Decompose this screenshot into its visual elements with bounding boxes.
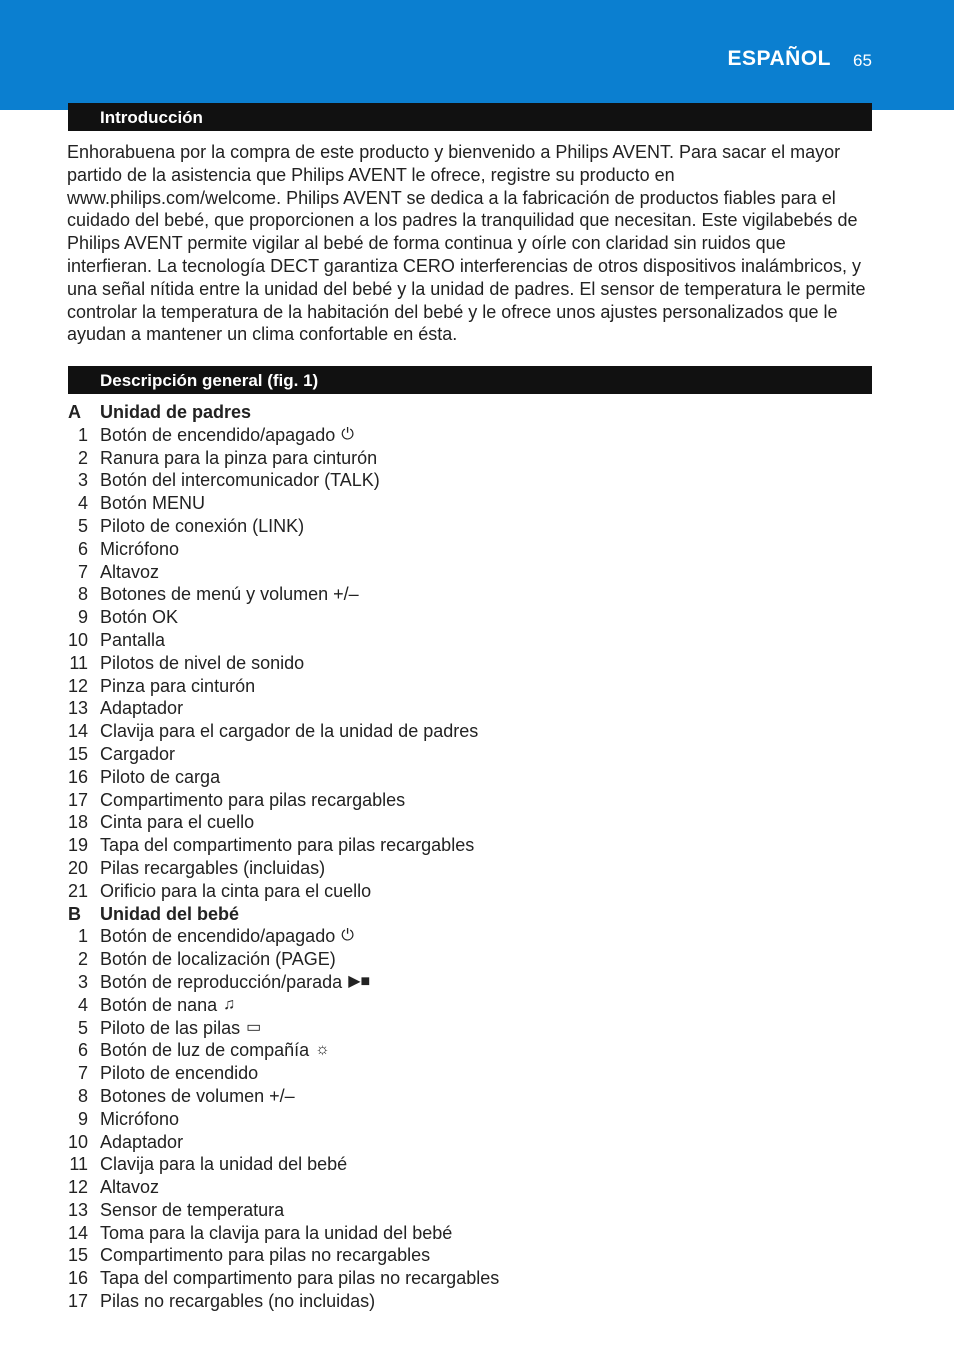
item-label: Sensor de temperatura	[100, 1199, 285, 1220]
parts-list	[60, 401, 880, 1313]
list-item	[60, 1153, 880, 1176]
list-item	[60, 880, 880, 903]
list-item	[60, 606, 880, 629]
item-label: Piloto de las pilas	[100, 1017, 241, 1038]
item-label: Compartimento para pilas recargables	[100, 789, 406, 810]
list-item	[60, 720, 880, 743]
language-label: ESPAÑOL	[727, 47, 831, 70]
item-number: 14	[67, 1222, 88, 1243]
item-number: 17	[67, 789, 88, 810]
list-item	[60, 515, 880, 538]
power-icon: ⏻	[341, 425, 354, 443]
group-letter: A	[68, 402, 81, 422]
list-item	[60, 697, 880, 720]
item-label: Botón OK	[100, 607, 179, 628]
music-note-icon: ♫	[223, 995, 236, 1013]
item-label: Piloto de conexión (LINK)	[100, 515, 305, 536]
item-number: 12	[67, 675, 88, 696]
list-item	[60, 994, 880, 1017]
list-item	[60, 469, 880, 492]
item-label: Clavija para la unidad del bebé	[100, 1154, 348, 1175]
item-label: Micrófono	[100, 538, 180, 559]
item-label: Micrófono	[100, 1108, 180, 1129]
list-item	[60, 629, 880, 652]
power-icon: ⏻	[341, 927, 354, 945]
item-label: Ranura para la pinza para cinturón	[100, 447, 378, 468]
item-label: Cargador	[100, 743, 176, 764]
item-number: 19	[67, 835, 88, 856]
item-number: 2	[77, 949, 88, 970]
item-number: 1	[77, 424, 88, 445]
item-label: Tapa del compartimento para pilas recargables	[100, 835, 475, 856]
list-item	[60, 1108, 880, 1131]
item-label: Piloto de carga	[100, 766, 221, 787]
item-number: 7	[77, 1063, 88, 1084]
item-number: 6	[77, 1040, 88, 1061]
item-number: 12	[67, 1177, 88, 1198]
list-item	[60, 789, 880, 812]
group-title: Unidad de padres	[100, 402, 252, 422]
header-bar	[0, 0, 954, 110]
list-item	[60, 925, 880, 948]
item-number: 13	[67, 698, 88, 719]
group-letter: B	[68, 903, 81, 924]
item-number: 4	[77, 493, 88, 514]
list-item	[60, 811, 880, 834]
unit-b-heading	[60, 903, 880, 926]
list-item	[60, 675, 880, 698]
item-number: 5	[77, 515, 88, 536]
item-number: 17	[67, 1291, 88, 1312]
page-number: 65	[853, 51, 872, 70]
item-number: 15	[67, 743, 88, 764]
list-item	[60, 447, 880, 470]
list-item	[60, 583, 880, 606]
item-number: 10	[67, 1131, 88, 1152]
item-label: Pantalla	[100, 629, 166, 650]
item-label: Botón de encendido/apagado	[100, 424, 336, 445]
item-label: Botón de nana	[100, 994, 218, 1015]
group-title: Unidad del bebé	[100, 903, 240, 924]
item-label: Clavija para el cargador de la unidad de padres	[100, 721, 479, 742]
item-number: 4	[77, 994, 88, 1015]
list-item	[60, 766, 880, 789]
item-label: Altavoz	[100, 1177, 160, 1198]
item-label: Orificio para la cinta para el cuello	[100, 880, 372, 901]
item-label: Toma para la clavija para la unidad del bebé	[100, 1222, 453, 1243]
item-number: 3	[77, 971, 88, 992]
unit-a-heading	[60, 401, 880, 424]
item-number: 7	[77, 561, 88, 582]
item-label: Botones de volumen +/–	[100, 1085, 295, 1106]
battery-icon: ▭	[246, 1018, 262, 1036]
nightlight-icon: ☼	[315, 1041, 330, 1059]
item-label: Botón del intercomunicador (TALK)	[100, 470, 380, 491]
item-label: Tapa del compartimento para pilas no recargables	[100, 1268, 500, 1289]
item-number: 13	[67, 1199, 88, 1220]
item-label: Botón MENU	[100, 493, 206, 514]
item-label: Pilas recargables (incluidas)	[100, 857, 326, 878]
list-item	[60, 652, 880, 675]
list-item	[60, 1267, 880, 1290]
item-label: Cinta para el cuello	[100, 812, 255, 833]
item-number: 2	[77, 447, 88, 468]
item-label: Pilotos de nivel de sonido	[100, 652, 305, 673]
item-number: 9	[77, 1108, 88, 1129]
item-label: Pinza para cinturón	[100, 675, 256, 696]
list-item	[60, 1244, 880, 1267]
list-item	[60, 1039, 880, 1062]
list-item	[60, 1131, 880, 1154]
item-number: 11	[69, 1154, 88, 1175]
item-number: 14	[67, 721, 88, 742]
item-label: Botón de encendido/apagado	[100, 926, 336, 947]
item-label: Compartimento para pilas no recargables	[100, 1245, 431, 1266]
list-item	[60, 857, 880, 880]
item-label: Botones de menú y volumen +/–	[100, 584, 359, 605]
list-item	[60, 834, 880, 857]
item-number: 3	[77, 470, 88, 491]
section-heading-intro: Introducción	[68, 103, 872, 131]
item-number: 10	[67, 629, 88, 650]
item-label: Botón de localización (PAGE)	[100, 949, 336, 970]
list-item	[60, 971, 880, 994]
item-label: Adaptador	[100, 1131, 184, 1152]
item-label: Pilas no recargables (no incluidas)	[100, 1291, 376, 1312]
list-item	[60, 1017, 880, 1040]
list-item	[60, 538, 880, 561]
section-heading-overview: Descripción general (fig. 1)	[68, 366, 872, 394]
item-label: Botón de luz de compañía	[100, 1040, 310, 1061]
item-number: 21	[67, 880, 88, 901]
list-item	[60, 424, 880, 447]
item-number: 8	[77, 1085, 88, 1106]
item-number: 20	[67, 857, 88, 878]
item-label: Botón de reproducción/parada	[100, 971, 343, 992]
item-label: Altavoz	[100, 561, 160, 582]
list-item	[60, 948, 880, 971]
item-number: 6	[77, 538, 88, 559]
list-item	[60, 1222, 880, 1245]
item-number: 15	[67, 1245, 88, 1266]
list-item	[60, 1290, 880, 1313]
item-number: 11	[69, 652, 88, 673]
list-item	[60, 492, 880, 515]
list-item	[60, 1176, 880, 1199]
item-number: 8	[77, 584, 88, 605]
play-stop-icon: ▶■	[348, 972, 371, 990]
list-item	[60, 561, 880, 584]
intro-paragraph: Enhorabuena por la compra de este producto y bienvenido a Philips AVENT. Para sacar el mayor partido de la asistencia que Philips AVENT le ofrece, registre su producto en www.philips.com/welcome. Philips AVENT se dedica a la fabricación de productos fiables para el cuidado del bebé, que proporcionen a los padres la tranquilidad que necesitan. Este vigilabebés de Philips AVENT permite vigilar al bebé de forma continua y oírle con claridad sin ruidos que interfieran. La tecnología DECT garantiza CERO interferencias de otros dispositivos inalámbricos, y una señal nítida entre la unidad del bebé y la unidad de padres. El sensor de temperatura le permite controlar la temperatura de la habitación del bebé y le ofrece unos ajustes personalizados que le ayudan a mantener un clima confortable en ésta.	[67, 142, 866, 345]
item-number: 18	[67, 812, 88, 833]
item-number: 16	[67, 1268, 88, 1289]
item-number: 1	[77, 926, 88, 947]
list-item	[60, 1199, 880, 1222]
list-item	[60, 1085, 880, 1108]
item-number: 5	[77, 1017, 88, 1038]
item-label: Piloto de encendido	[100, 1063, 259, 1084]
item-number: 16	[67, 766, 88, 787]
item-number: 9	[77, 607, 88, 628]
list-item	[60, 1062, 880, 1085]
item-label: Adaptador	[100, 698, 184, 719]
list-item	[60, 743, 880, 766]
